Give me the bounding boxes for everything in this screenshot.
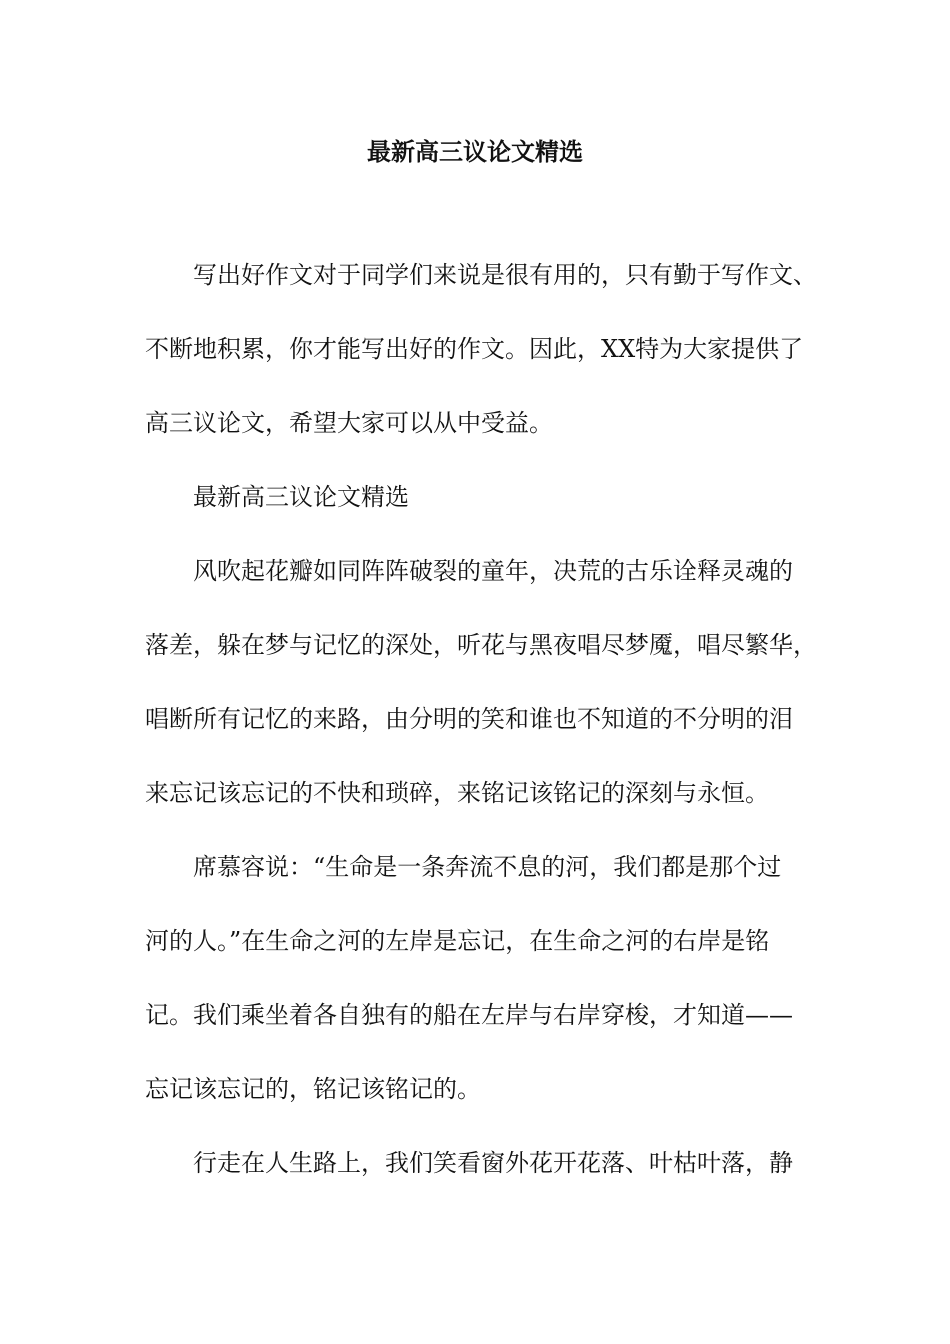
body-line-11: 记。我们乘坐着各自独有的船在左岸与右岸穿梭，才知道——	[145, 1001, 793, 1029]
body-line-6: 落差，躲在梦与记忆的深处，听花与黑夜唱尽梦魇，唱尽繁华，	[145, 631, 817, 659]
document-body	[145, 258, 815, 1220]
body-line-13: 行走在人生路上，我们笑看窗外花开花落、叶枯叶落，静	[193, 1149, 793, 1177]
body-line-10: 河的人。”在生命之河的左岸是忘记，在生命之河的右岸是铭	[145, 927, 770, 955]
body-line-12: 忘记该忘记的，铭记该铭记的。	[145, 1075, 481, 1103]
body-line-3: 高三议论文，希望大家可以从中受益。	[145, 409, 553, 437]
body-line-1: 写出好作文对于同学们来说是很有用的，只有勤于写作文、	[193, 261, 817, 289]
body-line-9: 席慕容说：“生命是一条奔流不息的河，我们都是那个过	[193, 853, 782, 881]
document-title: 最新高三议论文精选	[367, 137, 583, 166]
body-line-8: 来忘记该忘记的不快和琐碎，来铭记该铭记的深刻与永恒。	[145, 779, 769, 807]
body-line-7: 唱断所有记忆的来路，由分明的笑和谁也不知道的不分明的泪	[145, 705, 793, 733]
body-line-2: 不断地积累，你才能写出好的作文。因此，XX特为大家提供了	[145, 335, 804, 363]
body-line-5: 风吹起花瓣如同阵阵破裂的童年，决荒的古乐诠释灵魂的	[193, 557, 793, 585]
section-heading: 最新高三议论文精选	[193, 483, 409, 511]
